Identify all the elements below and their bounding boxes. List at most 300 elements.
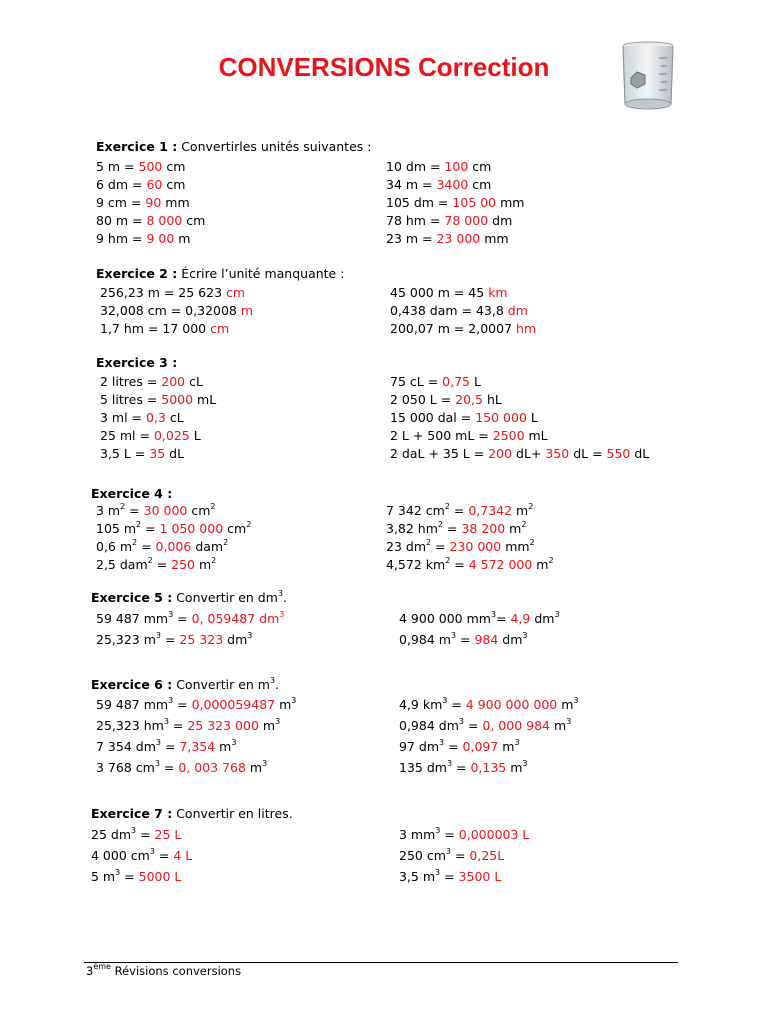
conversion-line [399,697,579,713]
conversion-line [100,285,245,301]
conversion-line [386,195,524,211]
given-text: = [152,557,172,572]
conversion-line [390,321,536,337]
page-title: CONVERSIONS Correction [218,52,550,82]
given-text: m [512,503,529,518]
given-text: = [440,827,459,842]
answer-value: 0,000059487 [191,697,276,712]
conversion-line [100,428,201,444]
conversion-line [96,557,216,573]
conversion-line [386,539,535,555]
instruction-exponent: 3 [269,676,276,685]
conversion-line [386,177,491,193]
exponent: 2 [136,520,142,529]
given-text: mm [480,231,509,246]
answer-value: 0,3 [146,410,166,425]
answer-value: 230 000 [449,539,502,554]
conversion-line [390,446,649,462]
answer-value: 3500 L [458,869,502,884]
exponent: 3 [155,738,161,747]
given-text: = [125,503,144,518]
exercise-label: Exercice 7 : [91,806,173,821]
conversion-line [100,374,203,390]
given-text: 1,7 hm = 17 000 [100,321,211,336]
given-text: dm [488,213,513,228]
given-text: m [532,557,549,572]
conversion-line [91,869,181,885]
exponent: 2 [548,556,554,565]
answer-value: 25 323 [179,632,224,647]
answer-value: 5000 [161,392,194,407]
given-text: cm [182,213,206,228]
answer-value: 5000 L [138,869,182,884]
given-text: 256,23 m = 25 623 [100,285,227,300]
given-text: = [168,718,188,733]
given-text: = [136,827,155,842]
answer-value: 0, 000 984 [482,718,550,733]
answer-value: 38 200 [461,521,506,536]
exponent: 3 [168,696,174,705]
conversion-line [100,392,216,408]
given-text: 4 900 000 mm [399,611,491,626]
answer-value: 1 050 000 [159,521,224,536]
exponent: 3 [168,610,174,619]
given-text: 250 cm [399,848,446,863]
given-text: m [506,760,523,775]
given-text: 7 354 dm [96,739,156,754]
given-text: 3 m [96,503,121,518]
exponent: 3 [154,759,160,768]
exercise-title [96,266,344,281]
given-text: 97 dm [399,739,439,754]
answer-value: 250 [171,557,195,572]
exercise-instruction: Convertir en litres. [172,806,293,821]
conversion-line [390,428,548,444]
exponent: 2 [445,556,451,565]
answer-value: m [240,303,254,318]
conversion-line [96,231,190,247]
given-text: 23 dm [386,539,426,554]
answer-value: 4,9 [510,611,531,626]
exponent: 3 [149,847,155,856]
exponent: 3 [522,631,528,640]
given-text: m [557,697,574,712]
conversion-line [390,392,502,408]
given-text: 4 000 cm [91,848,150,863]
given-text: 59 487 mm [96,697,169,712]
footer-level-sup: ème [93,962,111,971]
given-text: dm [223,632,248,647]
answer-value: 4 900 000 000 [465,697,558,712]
answer-value: 0, 059487 dm [191,611,280,626]
exponent: 2 [147,556,153,565]
answer-value: 30 000 [143,503,188,518]
conversion-line [91,848,192,864]
given-text: = [137,539,156,554]
given-text: dL+ [512,446,546,461]
given-text: = [463,718,483,733]
given-text: dm [530,611,555,626]
exercise-label: Exercice 5 : [91,590,173,605]
given-text: = [173,611,192,626]
answer-value: hm [516,321,537,336]
conversion-line [100,410,184,426]
answer-value: 0,135 [470,760,507,775]
given-text: m [215,739,232,754]
given-text: cm [162,159,186,174]
exercise-label: Exercice 1 : [96,139,178,154]
conversion-line [96,521,251,537]
given-text: 3,82 hm [386,521,438,536]
exponent: 3 [566,717,572,726]
exercise-title [91,486,172,501]
given-text: 0,984 dm [399,718,459,733]
exponent: 2 [210,502,216,511]
answer-value: 0,000003 L [458,827,530,842]
instruction-exponent: 3 [277,589,284,598]
given-text: 25,323 m [96,632,156,647]
exponent: 3 [450,631,457,640]
exercise-label: Exercice 2 : [96,266,178,281]
given-text: 0,6 m [96,539,133,554]
given-text: 75 cL = [390,374,443,389]
answer-value: 4 572 000 [468,557,533,572]
answer-value: 4 L [173,848,193,863]
answer-value: dm [507,303,528,318]
exponent: 2 [521,520,527,529]
answer-value: 60 [146,177,163,192]
given-text: = [141,521,160,536]
given-text: 80 m = [96,213,147,228]
exponent: 3 [115,868,121,877]
given-text: m [505,521,522,536]
given-text: dm [498,632,523,647]
exponent: 3 [435,868,441,877]
conversion-line [96,760,267,776]
conversion-line [96,539,228,555]
exercise-title [91,806,293,821]
given-text: = [173,697,192,712]
given-text: 23 m = [386,231,437,246]
footer-text: Révisions conversions [110,964,242,978]
conversion-line [390,374,481,390]
conversion-line [390,285,508,301]
exponent: 3 [445,847,451,856]
footer-level: 3 [86,964,94,978]
exercise-label: Exercice 4 : [91,486,173,501]
given-text: mm [501,539,530,554]
exponent: 3 [554,610,560,619]
given-text: m [549,718,567,733]
conversion-line [399,718,571,734]
given-text: = [120,869,139,884]
given-text: 105 m [96,521,137,536]
answer-value: km [488,285,508,300]
exponent: 2 [120,502,126,511]
given-text: 2 L + 500 mL = [390,428,493,443]
given-text: 9 hm = [96,231,147,246]
given-text: 25 ml = [100,428,154,443]
given-text: 10 dm = [386,159,445,174]
instruction-tail: . [275,677,280,692]
given-text: 3,5 L = [100,446,150,461]
given-text: mL [524,428,548,443]
given-text: dL [630,446,650,461]
conversion-line [386,159,491,175]
given-text: cL [185,374,203,389]
conversion-line [96,611,284,627]
conversion-line [100,446,184,462]
footer-divider [84,962,678,963]
conversion-line [399,869,501,885]
given-text: cL [165,410,184,425]
given-text: 2 litres = [100,374,162,389]
answer-value: 25 L [154,827,182,842]
given-text: = [160,632,180,647]
exponent: 3 [490,610,497,619]
given-text: 59 487 mm [96,611,169,626]
given-text: 78 hm = [386,213,445,228]
given-text: 0,438 dam = 43,8 [390,303,508,318]
answer-value: cm [210,321,230,336]
beaker-icon [617,40,679,112]
exponent: 3 [446,759,453,768]
exercise-title [96,139,371,154]
exponent: 3 [275,717,281,726]
exercise-title [91,590,287,605]
given-text: m [498,739,515,754]
answer-value: 0,7342 [468,503,513,518]
answer-value: 0,25L [469,848,505,863]
answer-value: 9 00 [146,231,175,246]
answer-value: 25 323 000 [187,718,259,733]
given-text: 7 342 cm [386,503,445,518]
conversion-line [100,303,253,319]
conversion-line [399,827,529,843]
given-text: 3 768 cm [96,760,155,775]
given-text: cm [468,177,492,192]
exponent: 3 [291,696,297,705]
conversion-line [96,739,236,755]
answer-value: 78 000 [444,213,489,228]
answer-value: 0,006 [155,539,192,554]
given-text: 2 050 L = [390,392,456,407]
conversion-line [390,303,528,319]
given-text: cm [468,159,492,174]
answer-value: 7,354 [179,739,216,754]
exponent: 2 [223,538,229,547]
conversion-line [96,159,185,175]
answer-value: 35 [149,446,166,461]
answer-value: 0, 003 768 [178,760,246,775]
given-text: 4,572 km [386,557,446,572]
given-text: L [526,410,538,425]
conversion-line [96,632,252,648]
given-text: = [440,869,459,884]
given-text: 2 daL + 35 L = [390,446,489,461]
given-text: L [189,428,201,443]
conversion-line [96,718,280,734]
given-text: 3 ml = [100,410,146,425]
given-text: 5 m = [96,159,139,174]
exponent: 2 [211,556,217,565]
exponent: 3 [573,696,579,705]
answer-value: cm [226,285,246,300]
conversion-line [96,177,185,193]
exponent: 3 [155,631,161,640]
answer-value: 90 [145,195,162,210]
given-text: m [245,760,263,775]
conversion-line [390,410,538,426]
exponent: 3 [262,759,268,768]
given-text: = [159,760,179,775]
given-text: = [456,632,475,647]
given-text: = [160,739,180,754]
answer-value: 350 [545,446,570,461]
conversion-line [386,231,509,247]
given-text: L [469,374,481,389]
given-text: m [275,697,292,712]
given-text: 9 cm = [96,195,146,210]
given-text: = [450,848,470,863]
given-text: 25 dm [91,827,131,842]
exercise-label: Exercice 6 : [91,677,173,692]
footer [86,964,241,978]
conversion-line [91,827,181,843]
given-text: 135 dm [399,760,447,775]
conversion-line [399,611,560,627]
exponent: 3 [514,738,520,747]
given-text: = [443,521,462,536]
conversion-line [96,213,205,229]
answer-value: 0,75 [442,374,470,389]
exponent: 3 [279,610,285,619]
conversion-line [386,557,554,573]
answer-value: 23 000 [436,231,481,246]
given-text: m [258,718,276,733]
conversion-line [386,521,526,537]
given-text: = [496,611,511,626]
exponent: 2 [529,538,535,547]
exponent: 3 [522,759,528,768]
given-text: 34 m = [386,177,437,192]
given-text: m [174,231,191,246]
given-text: dL [165,446,185,461]
given-text: cm [162,177,186,192]
answer-value: 8 000 [146,213,183,228]
given-text: = [450,557,469,572]
given-text: 200,07 m = 2,0007 [390,321,517,336]
exponent: 2 [444,502,450,511]
exercise-instruction: Convertir en dm [172,590,278,605]
given-text: 3,5 m [399,869,436,884]
exponent: 3 [163,717,169,726]
exponent: 2 [246,520,252,529]
exponent: 2 [132,538,138,547]
given-text: cm [223,521,247,536]
conversion-line [96,697,296,713]
answer-value: 105 00 [452,195,497,210]
given-text: = [447,697,466,712]
exponent: 3 [439,738,445,747]
given-text: dam [191,539,224,554]
instruction-tail: . [283,590,287,605]
given-text: 5 m [91,869,116,884]
answer-value: 100 [444,159,469,174]
conversion-line [386,213,512,229]
given-text: 15 000 dal = [390,410,476,425]
conversion-line [96,503,216,519]
answer-value: 500 [138,159,163,174]
exponent: 3 [435,826,441,835]
given-text: 32,008 cm = 0,32008 [100,303,241,318]
answer-value: 550 [606,446,631,461]
exponent: 3 [458,717,464,726]
exponent: 3 [442,696,448,705]
given-text: = [431,539,450,554]
exponent: 3 [131,826,137,835]
given-text: = [444,739,463,754]
exponent: 2 [528,502,534,511]
given-text: 25,323 hm [96,718,164,733]
given-text: cm [187,503,211,518]
given-text: mm [161,195,190,210]
answer-value: 150 000 [475,410,527,425]
given-text: 4,9 km [399,697,443,712]
answer-value: 2500 [492,428,525,443]
exponent: 3 [231,738,237,747]
given-text: m [195,557,212,572]
given-text: 105 dm = [386,195,453,210]
conversion-line [399,632,528,648]
exercise-title [91,677,279,692]
given-text: 5 litres = [100,392,162,407]
answer-value: 20,5 [455,392,483,407]
given-text: 2,5 dam [96,557,148,572]
given-text: hL [483,392,502,407]
given-text: 6 dm = [96,177,147,192]
answer-value: 3400 [436,177,469,192]
conversion-line [386,503,533,519]
conversion-line [399,848,504,864]
given-text: = [154,848,174,863]
conversion-line [399,739,520,755]
answer-value: 984 [474,632,499,647]
given-text: 45 000 m = 45 [390,285,489,300]
given-text: mL [193,392,217,407]
answer-value: 0,097 [462,739,499,754]
exercise-instruction: Convertirles unités suivantes : [177,139,372,154]
answer-value: 0,025 [153,428,190,443]
conversion-line [100,321,229,337]
conversion-line [96,195,190,211]
exponent: 3 [247,631,253,640]
given-text: 3 mm [399,827,436,842]
answer-value: 200 [488,446,513,461]
exercise-instruction: Convertir en m [172,677,270,692]
given-text: = [452,760,471,775]
exponent: 2 [437,520,443,529]
given-text: dL = [569,446,607,461]
answer-value: 200 [161,374,186,389]
conversion-line [399,760,528,776]
given-text: mm [496,195,525,210]
exercise-title [96,355,177,370]
exponent: 2 [426,538,432,547]
exercise-label: Exercice 3 : [96,355,178,370]
exercise-instruction: Écrire l’unité manquante : [177,266,345,281]
given-text: = [449,503,469,518]
